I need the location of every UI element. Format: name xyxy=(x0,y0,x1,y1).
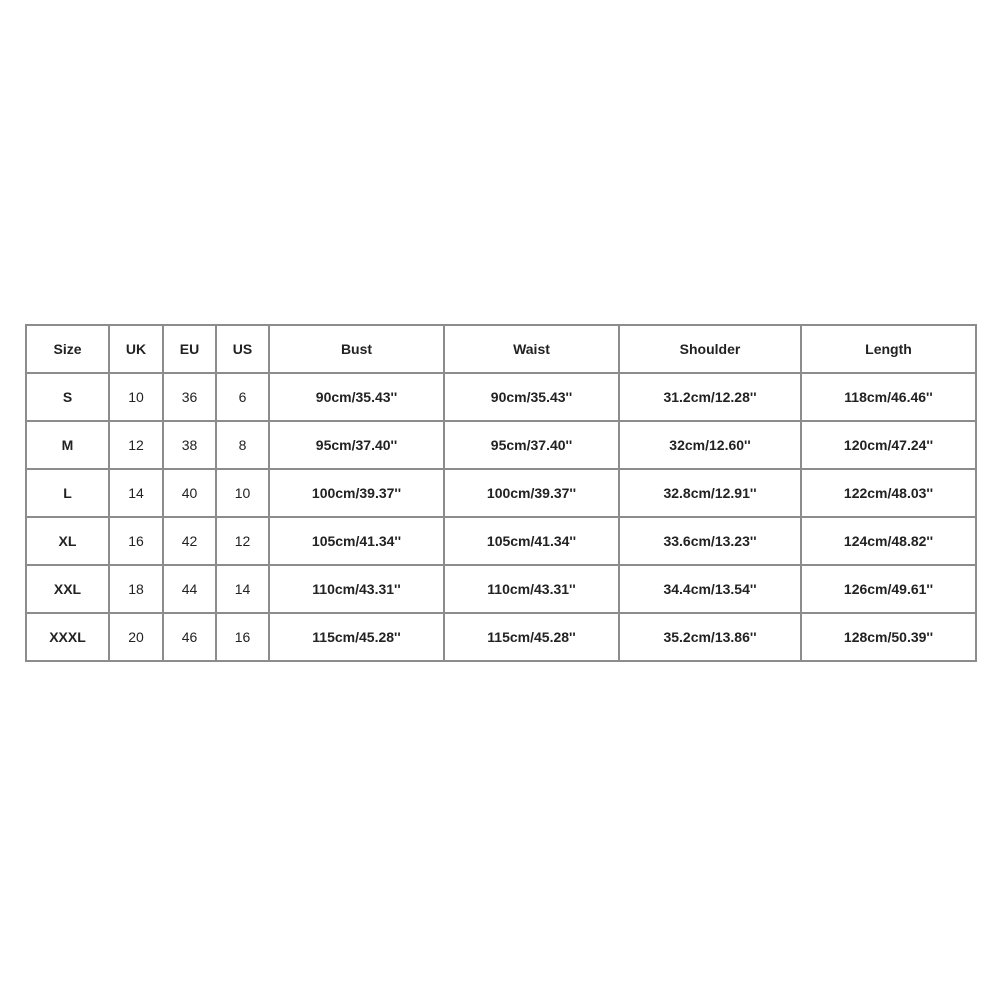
cell-length: 126cm/49.61'' xyxy=(801,565,976,613)
cell-bust: 95cm/37.40'' xyxy=(269,421,444,469)
header-size: Size xyxy=(26,325,109,373)
cell-us: 10 xyxy=(216,469,269,517)
cell-size: XXL xyxy=(26,565,109,613)
cell-us: 8 xyxy=(216,421,269,469)
cell-us: 6 xyxy=(216,373,269,421)
cell-shoulder: 34.4cm/13.54'' xyxy=(619,565,801,613)
cell-uk: 10 xyxy=(109,373,163,421)
cell-uk: 20 xyxy=(109,613,163,661)
cell-us: 12 xyxy=(216,517,269,565)
header-eu: EU xyxy=(163,325,216,373)
cell-waist: 100cm/39.37'' xyxy=(444,469,619,517)
cell-waist: 95cm/37.40'' xyxy=(444,421,619,469)
cell-us: 14 xyxy=(216,565,269,613)
cell-eu: 42 xyxy=(163,517,216,565)
cell-shoulder: 32.8cm/12.91'' xyxy=(619,469,801,517)
table-row xyxy=(26,373,976,421)
table-row xyxy=(26,421,976,469)
cell-bust: 105cm/41.34'' xyxy=(269,517,444,565)
cell-waist: 90cm/35.43'' xyxy=(444,373,619,421)
cell-bust: 115cm/45.28'' xyxy=(269,613,444,661)
cell-shoulder: 31.2cm/12.28'' xyxy=(619,373,801,421)
header-bust: Bust xyxy=(269,325,444,373)
cell-waist: 110cm/43.31'' xyxy=(444,565,619,613)
cell-us: 16 xyxy=(216,613,269,661)
cell-bust: 110cm/43.31'' xyxy=(269,565,444,613)
cell-length: 124cm/48.82'' xyxy=(801,517,976,565)
cell-size: XXXL xyxy=(26,613,109,661)
cell-size: L xyxy=(26,469,109,517)
header-waist: Waist xyxy=(444,325,619,373)
cell-length: 122cm/48.03'' xyxy=(801,469,976,517)
cell-size: S xyxy=(26,373,109,421)
cell-shoulder: 32cm/12.60'' xyxy=(619,421,801,469)
cell-eu: 38 xyxy=(163,421,216,469)
cell-length: 120cm/47.24'' xyxy=(801,421,976,469)
cell-eu: 46 xyxy=(163,613,216,661)
header-shoulder: Shoulder xyxy=(619,325,801,373)
header-us: US xyxy=(216,325,269,373)
cell-uk: 16 xyxy=(109,517,163,565)
size-chart-table xyxy=(25,324,977,662)
cell-waist: 105cm/41.34'' xyxy=(444,517,619,565)
table-row xyxy=(26,613,976,661)
cell-length: 128cm/50.39'' xyxy=(801,613,976,661)
table-row xyxy=(26,469,976,517)
header-uk: UK xyxy=(109,325,163,373)
header-length: Length xyxy=(801,325,976,373)
cell-shoulder: 33.6cm/13.23'' xyxy=(619,517,801,565)
cell-eu: 36 xyxy=(163,373,216,421)
cell-eu: 40 xyxy=(163,469,216,517)
cell-uk: 18 xyxy=(109,565,163,613)
cell-waist: 115cm/45.28'' xyxy=(444,613,619,661)
cell-shoulder: 35.2cm/13.86'' xyxy=(619,613,801,661)
cell-bust: 90cm/35.43'' xyxy=(269,373,444,421)
header-row xyxy=(26,325,976,373)
cell-uk: 12 xyxy=(109,421,163,469)
table-row xyxy=(26,565,976,613)
cell-size: M xyxy=(26,421,109,469)
cell-size: XL xyxy=(26,517,109,565)
cell-uk: 14 xyxy=(109,469,163,517)
cell-eu: 44 xyxy=(163,565,216,613)
table-row xyxy=(26,517,976,565)
cell-bust: 100cm/39.37'' xyxy=(269,469,444,517)
cell-length: 118cm/46.46'' xyxy=(801,373,976,421)
